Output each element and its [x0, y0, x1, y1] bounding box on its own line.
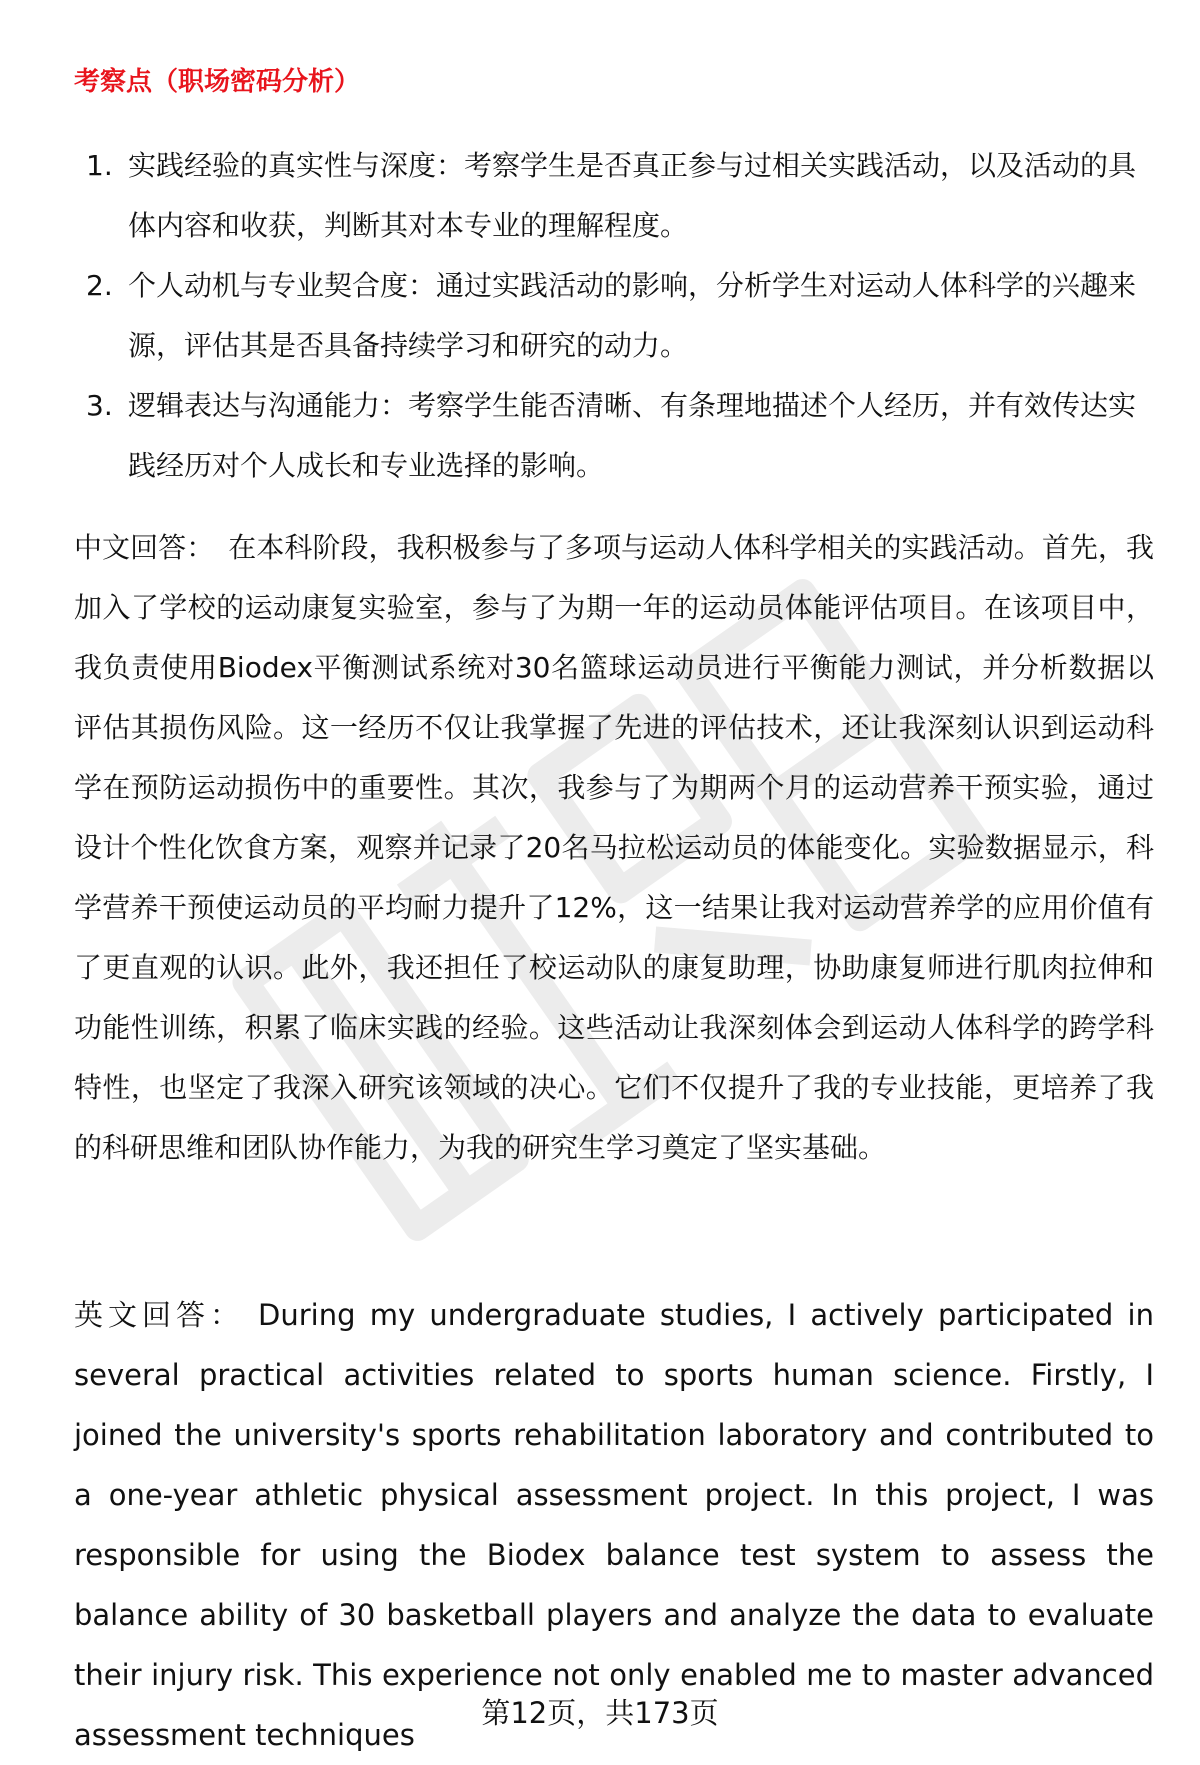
page-number-footer: 第12页，共173页: [481, 1696, 719, 1730]
list-item-text: 实践经验的真实性与深度：考察学生是否真正参与过相关实践活动，以及活动的具体内容和收获，判断其对本专业的理解程度。: [128, 149, 1137, 242]
chinese-answer-paragraph: [74, 518, 1154, 1238]
list-item-text: 个人动机与专业契合度：通过实践活动的影响，分析学生对运动人体科学的兴趣来源，评估其是否具备持续学习和研究的动力。: [128, 269, 1137, 362]
english-answer-label: 英文回答：: [74, 1298, 245, 1332]
list-item-number: 1.: [86, 149, 113, 182]
list-item: [74, 136, 1154, 256]
section-heading: 考察点（职场密码分析）: [74, 67, 361, 97]
chinese-answer-text: 在本科阶段，我积极参与了多项与运动人体科学相关的实践活动。首先，我加入了学校的运动康复实验室，参与了为期一年的运动员体能评估项目。在该项目中，我负责使用Biodex平衡测试系统对30名篮球运动员进行平衡能力测试，并分析数据以评估其损伤风险。这一经历不仅让我掌握了先进的评估技术，还让我深刻认识到运动科学在预防运动损伤中的重要性。其次，我参与了为期两个月的运动营养干预实验，通过设计个性化饮食方案，观察并记录了20名马拉松运动员的体能变化。实验数据显示，科学营养干预使运动员的平均耐力提升了12%，这一结果让我对运动营养学的应用价值有了更直观的认识。此外，我还担任了校运动队的康复助理，协助康复师进行肌肉拉伸和功能性训练，积累了临床实践的经验。这些活动让我深刻体会到运动人体科学的跨学科特性，也坚定了我深入研究该领域的决心。它们不仅提升了我的专业技能，更培养了我的科研思维和团队协作能力，为我的研究生学习奠定了坚实基础。: [74, 531, 1154, 1164]
list-item-text: 逻辑表达与沟通能力：考察学生能否清晰、有条理地描述个人经历，并有效传达实践经历对个人成长和专业选择的影响。: [128, 389, 1137, 482]
list-item-number: 2.: [86, 269, 113, 302]
chinese-answer-label: 中文回答：: [74, 531, 215, 564]
english-answer-text: During my undergraduate studies, I actively participated in several practical activities related to sports human science. Firstly, I joined the university's sports rehabilitation laboratory and contributed to a one-year athletic physical assessment project. In this project, I was responsible for using the Biodex balance test system to assess the balance ability of 30 basketball players and analyze the data to evaluate their injury risk. This experience not only enabled me to master advanced assessment techniques: [74, 1298, 1154, 1752]
list-item-number: 3.: [86, 389, 113, 422]
list-item: [74, 256, 1154, 376]
assessment-points-list: [74, 136, 1154, 496]
list-item: [74, 376, 1154, 496]
